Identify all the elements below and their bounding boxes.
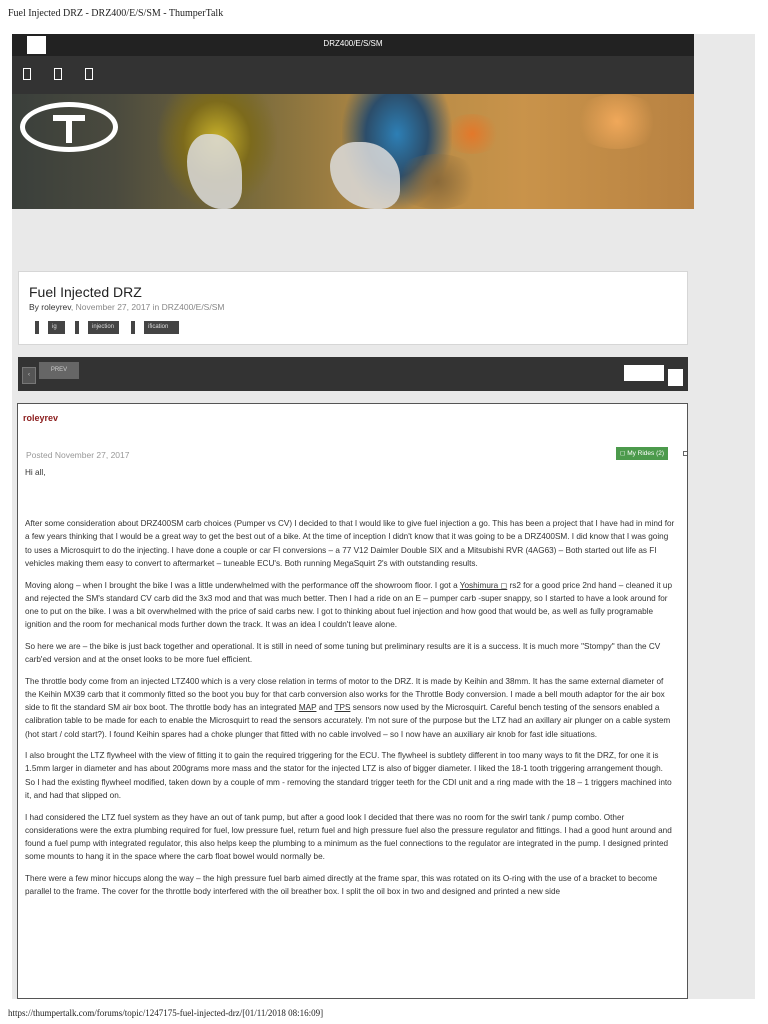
post-paragraph: So here we are – the bike is just back together and operational. It is still in need of some tuning but preliminary results are it is a success. It is much more "Stompy" than the CV carb'ed version and at the onset looks to be more fuel efficient.	[25, 641, 661, 665]
prev-button[interactable]: PREV	[39, 362, 79, 379]
top-bar	[12, 34, 694, 56]
tag-separator	[35, 321, 39, 334]
topic-forum-link[interactable]: DRZ400/E/S/SM	[161, 302, 225, 312]
post-greeting: Hi all,	[25, 468, 46, 477]
topic-meta	[29, 302, 224, 312]
user-icon[interactable]	[85, 68, 93, 80]
my-rides-label: My Rides (2)	[627, 450, 665, 457]
prev-arrow-icon[interactable]: ‹	[22, 367, 36, 384]
pagination-page-box[interactable]	[624, 365, 664, 381]
site-banner	[12, 94, 694, 209]
tag-item[interactable]: injection	[88, 321, 119, 334]
tps-link[interactable]: TPS	[334, 703, 351, 713]
topic-author-link[interactable]: roleyrev	[41, 302, 71, 312]
topic-title: Fuel Injected DRZ	[29, 284, 142, 300]
tag-item[interactable]: ification	[144, 321, 179, 334]
post-date: Posted November 27, 2017	[26, 450, 130, 460]
post-paragraph: There were a few minor hiccups along the way – the high pressure fuel barb aimed directly at the frame spar, this was rotated on its O-ring with the use of a bracket to become parallel to the frame. The cover for the throttle body interfered with the oil breather box. I split the oil box in two and designed and printed a new side	[25, 873, 658, 897]
nav-bar	[12, 56, 694, 94]
banner-spray	[442, 114, 502, 154]
banner-spray	[572, 94, 662, 149]
tag-item[interactable]: ig	[48, 321, 65, 334]
post-paragraph: After some consideration about DRZ400SM carb choices (Pumper vs CV) I decided to that I would like to give fuel injection a go. This has been a project that I have had in mind for a few years thinking that I would be a great way to get the best out of a bike. At the time of inception I didn't know that it was going to be a DRZ400SM. I did know that I was going to uses a Microsquirt to do the injecting. I have done a couple or car FI conversions – a 77 V12 Daimler Double SIX and a Mitsubishi RVR (4AG63) – Both started out life as FI vehicles making them easy to convert to aftermarket – tuneable ECU's. Both running MegaSquirt 2's with outstanding results.	[25, 519, 675, 568]
post-author[interactable]: roleyrev	[23, 413, 59, 423]
banner-spray	[392, 154, 482, 209]
print-footer-url: https://thumpertalk.com/forums/topic/1247175-fuel-injected-drz/[01/11/2018 08:16:09]	[8, 1008, 324, 1018]
menu-icon[interactable]	[23, 68, 31, 80]
by-label: By	[29, 302, 39, 312]
print-page-title: Fuel Injected DRZ - DRZ400/E/S/SM - ThumperTalk	[8, 8, 224, 19]
post-paragraph: I had considered the LTZ fuel system as they have an out of tank pump, but after a good look I decided that there was no room for the swirl tank / pump combo. Other considerations were the extra plumbing required for fuel, low pressure fuel, return fuel and high pressure fuel also the pressure regulator and fittings. I had a good hunt around and found a fuel pump with integrated regulator, this also helps keep the plumbing to a minimum as the fuel connections to the regulator are integrated in the pump. I designed printed some mounts to hang it in the space where the carb float bowel would normally be.	[25, 812, 672, 862]
tag-separator	[131, 321, 135, 334]
pagination-bar	[18, 357, 688, 391]
post-paragraph: Moving along – when I brought the bike I was a little underwhelmed with the performance off the showroom floor. I got a Yoshimura ◻ rs2 for a good price 2nd hand – cleaned it up and rejected the SM's standard CV carb did the 3x3 mod and that was much better. Then I had a ride on an E – pumper carb -super snappy, so I started to have a look around for one to put on the bike. I was a bit overwhelmed with the price of said carbs new. I got to thinking about fuel injection and how good that would be, as well as fully programable ignition and the room for mechanical mods further down the track. It was an idea I couldn't leave alone.	[25, 580, 673, 630]
my-rides-badge[interactable]: ◻ My Rides (2)	[616, 447, 668, 460]
thumpertalk-logo[interactable]	[20, 102, 118, 152]
post-body	[25, 466, 675, 907]
forum-post	[17, 403, 688, 999]
post-options-icon[interactable]	[683, 451, 688, 456]
map-link[interactable]: MAP	[298, 703, 317, 713]
forum-title[interactable]: DRZ400/E/S/SM	[323, 39, 383, 48]
post-paragraph: The throttle body come from an injected LTZ400 which is a very close relation in terms of motor to the DRZ. It is made by Keihin and 38mm. It has the same external diameter of the Keihin MX39 carb that it commonly fitted so the boot you buy for that carb conversion also works for the Throttle Body conversion. I made a bell mouth adaptor for the air box side to fit the standard SM air box boot. The throttle body has an integrated MAP and TPS sensors now used by the Microsquirt. Careful bench testing of the sensors enabled a calibration table to be made for each to enable the Microsquirt to read the sensors accurately. I'm not sure of the purpose but the LTZ had an axillary air plunger on a cable system (hot start / cold start?). I found Keihin spares had a choke plunger that fitted with no cable involved – so I now have an auxiliary air knob for fast idle situations.	[25, 676, 671, 739]
topic-date: , November 27, 2017 in	[70, 302, 162, 312]
post-paragraph: I also brought the LTZ flywheel with the view of fitting it to gain the required triggering for the ECU. The flywheel is subtlety different in too many ways to fit the DRZ, for one it is 1.5mm larger in diameter and has about 200grams more mass and the stator for the injected LTZ is also of bigger diameter. I liked the 18-1 tooth triggering arrangement though. So I had the existing flywheel modified, taken down by a couple of mm - removing the standard trigger teeth for the CDI unit and a ring made with the 18 – 1 triggers machined into it, and had that slipped on.	[25, 751, 672, 800]
topic-header	[18, 271, 688, 345]
pagination-next-box[interactable]	[668, 369, 683, 386]
search-icon[interactable]	[54, 68, 62, 80]
tag-separator	[75, 321, 79, 334]
yoshimura-link[interactable]: Yoshimura ◻	[459, 580, 508, 590]
